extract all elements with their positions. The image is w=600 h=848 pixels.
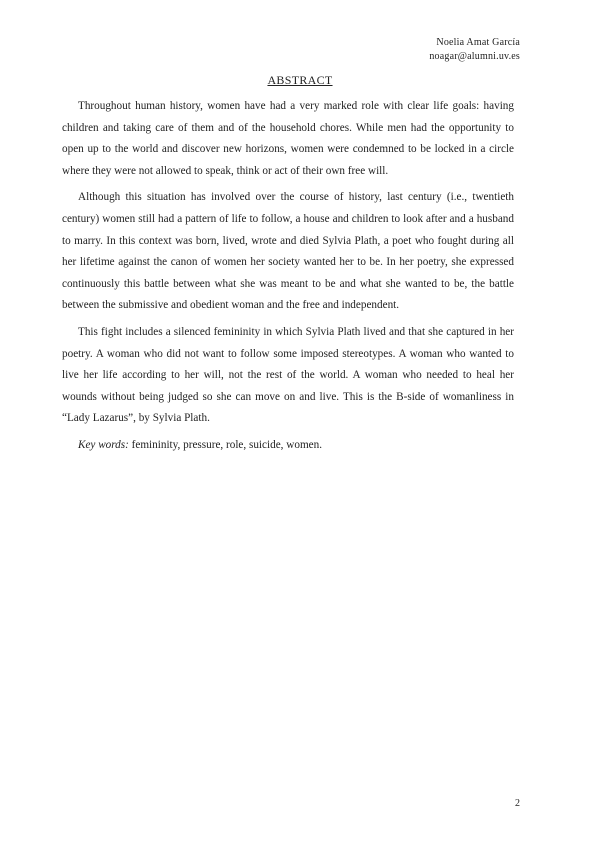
keywords-text: femininity, pressure, role, suicide, women. bbox=[128, 438, 323, 451]
page-header bbox=[429, 36, 520, 64]
abstract-paragraph-1: Throughout human history, women have had a very marked role with clear life goals: having children and taking care of them and of the household chores. While men had the opportunity to open up to the world and discover new horizons, women were condemned to be locked in a circle where they were not allowed to speak, think or act of their own free will. bbox=[62, 100, 514, 177]
abstract-paragraph-3: This fight includes a silenced femininity in which Sylvia Plath lived and that she captured in her poetry. A woman who did not want to follow some imposed stereotypes. A woman who wanted to live her life according to her will, not the rest of the world. A woman who needed to heal her wounds without being judged so she can move on and live. This is the B-side of womanliness in “Lady Lazarus”, by Sylvia Plath. bbox=[62, 325, 514, 425]
abstract-body bbox=[62, 96, 514, 462]
section-title: ABSTRACT bbox=[267, 73, 333, 87]
author-email: noagar@alumni.uv.es bbox=[429, 51, 520, 62]
author-name: Noelia Amat García bbox=[436, 37, 520, 48]
keywords-label: Key words: bbox=[78, 438, 129, 451]
keywords-line bbox=[62, 435, 514, 457]
page-number: 2 bbox=[515, 798, 520, 809]
abstract-paragraph-2: Although this situation has involved over the course of history, last century (i.e., twentieth century) women still had a pattern of life to follow, a house and children to look after and a husband to marry. In this context was born, lived, wrote and died Sylvia Plath, a poet who fought during all her lifetime against the canon of women her society wanted her to be. In her poetry, she expressed continuously this battle between what she was meant to be and what she wanted to be, the battle between the submissive and obedient woman and the free and independent. bbox=[62, 191, 514, 312]
